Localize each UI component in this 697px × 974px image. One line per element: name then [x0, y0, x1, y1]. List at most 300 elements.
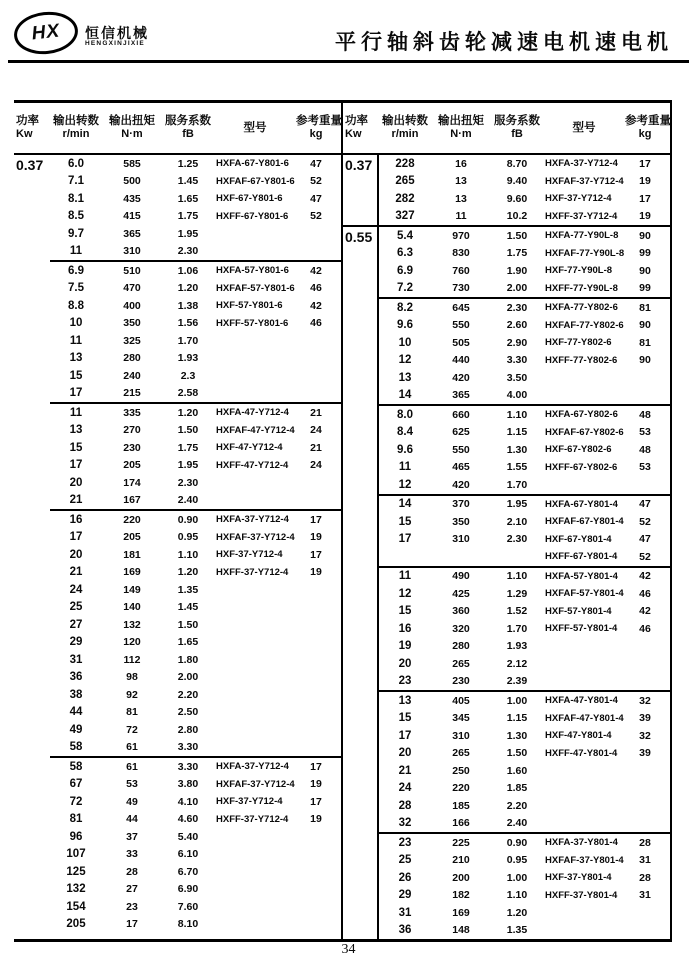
gear-group: [379, 404, 670, 494]
spec-table-left: [14, 103, 343, 942]
factor-cell: 1.50: [177, 618, 199, 631]
speed-cell: 8.0: [397, 408, 413, 421]
table-row: [379, 227, 670, 245]
weight-cell: 32: [639, 694, 651, 707]
torque-cell: 49: [126, 795, 138, 808]
torque-cell: 370: [452, 498, 470, 511]
speed-cell: 9.6: [397, 319, 413, 332]
weight-cell: 21: [310, 406, 322, 419]
speed-cell: 16: [69, 513, 83, 526]
factor-cell: 1.20: [177, 282, 199, 295]
factor-cell: 1.10: [506, 408, 528, 421]
factor-cell: 4.60: [177, 813, 199, 826]
model-cell: HXF-37-Y801-4: [545, 872, 612, 884]
table-row: [50, 758, 341, 776]
speed-cell: 20: [69, 548, 83, 561]
model-cell: HXF-77-Y90L-8: [545, 265, 613, 277]
model-cell: HXFF-77-Y802-6: [545, 354, 618, 366]
weight-cell: 46: [639, 622, 651, 635]
model-cell: HXFF-67-Y801-6: [216, 210, 289, 222]
factor-cell: 3.30: [177, 741, 199, 754]
factor-cell: 4.10: [177, 795, 199, 808]
speed-cell: 29: [398, 889, 412, 902]
torque-cell: 270: [123, 424, 141, 437]
torque-cell: 345: [452, 712, 470, 725]
table-row: [379, 459, 670, 477]
page-number: 34: [341, 942, 356, 957]
table-row: [50, 651, 341, 669]
speed-cell: 15: [398, 515, 412, 528]
factor-cell: 1.60: [506, 764, 528, 777]
factor-cell: 0.95: [506, 854, 528, 867]
torque-cell: 185: [452, 799, 470, 812]
table-row: [50, 898, 341, 916]
torque-header-label: 输出扭矩: [109, 114, 155, 127]
torque-cell: 16: [455, 157, 467, 170]
model-cell: HXF-67-Y802-6: [545, 444, 612, 456]
torque-cell: 13: [455, 175, 467, 188]
speed-cell: 29: [69, 636, 83, 649]
power-header-unit: Kw: [16, 128, 33, 141]
model-cell: HXFA-37-Y712-4: [545, 158, 618, 170]
weight-cell: 81: [639, 336, 651, 349]
table-row: [379, 887, 670, 905]
table-row: [50, 173, 341, 191]
factor-cell: 9.60: [506, 192, 528, 205]
weight-cell: 19: [310, 566, 322, 579]
speed-cell: 7.2: [397, 282, 413, 295]
speed-cell: 32: [398, 817, 412, 830]
table-row: [379, 531, 670, 549]
weight-cell: 48: [639, 443, 651, 456]
factor-cell: 1.65: [177, 192, 199, 205]
torque-cell: 830: [452, 247, 470, 260]
factor-cell: 6.90: [177, 883, 199, 896]
table-row: [379, 155, 670, 173]
speed-cell: 13: [69, 352, 83, 365]
torque-cell: 81: [126, 706, 138, 719]
factor-cell: 2.40: [506, 817, 528, 830]
factor-cell: 1.56: [177, 317, 199, 330]
model-cell: HXFA-37-Y712-4: [216, 761, 289, 773]
torque-cell: 225: [452, 836, 470, 849]
speed-cell: 6.9: [397, 264, 413, 277]
table-row: [379, 387, 670, 405]
speed-cell: 107: [66, 848, 86, 861]
model-header-label: 型号: [572, 121, 596, 134]
torque-cell: 365: [452, 389, 470, 402]
weight-cell: 52: [639, 550, 651, 563]
model-cell: HXFAF-57-Y801-6: [216, 282, 295, 294]
model-header-label: 型号: [243, 121, 267, 134]
speed-cell: 24: [398, 782, 412, 795]
weight-cell: 19: [639, 175, 651, 188]
torque-cell: 169: [452, 906, 470, 919]
speed-cell: 6.3: [397, 247, 413, 260]
model-cell: HXFA-67-Y802-6: [545, 409, 618, 421]
torque-cell: 625: [452, 426, 470, 439]
table-row: [50, 155, 341, 173]
weight-cell: 47: [310, 192, 322, 205]
factor-cell: 1.65: [177, 636, 199, 649]
model-cell: HXFA-37-Y801-4: [545, 837, 618, 849]
factor-cell: 1.93: [177, 352, 199, 365]
power-value: 0.55: [345, 229, 373, 245]
factor-cell: 7.60: [177, 900, 199, 913]
model-cell: HXFF-47-Y801-4: [545, 747, 618, 759]
model-cell: HXFA-67-Y801-6: [216, 158, 289, 170]
model-cell: HXFF-57-Y801-6: [216, 317, 289, 329]
factor-cell: 8.10: [177, 918, 199, 931]
speed-cell: 17: [69, 387, 83, 400]
table-row: [50, 881, 341, 899]
power-section: [14, 155, 341, 933]
header-rule: [8, 60, 689, 63]
ratio-groups: [50, 155, 341, 933]
model-cell: HXF-67-Y801-4: [545, 533, 612, 545]
table-row: [50, 599, 341, 617]
torque-cell: 167: [123, 494, 141, 507]
table-row: [379, 173, 670, 191]
weight-cell: 46: [310, 317, 322, 330]
speed-cell: 24: [69, 583, 83, 596]
torque-cell: 365: [123, 227, 141, 240]
weight-cell: 24: [310, 459, 322, 472]
torque-cell: 200: [452, 871, 470, 884]
speed-cell: 265: [395, 175, 415, 188]
speed-header-unit: r/min: [62, 128, 90, 141]
weight-cell: 17: [310, 513, 322, 526]
speed-cell: 17: [69, 459, 83, 472]
torque-cell: 220: [123, 513, 141, 526]
model-cell: HXFAF-47-Y712-4: [216, 424, 295, 436]
speed-cell: 11: [69, 334, 83, 347]
speed-cell: 205: [66, 918, 86, 931]
factor-cell: 2.20: [177, 688, 199, 701]
weight-cell: 52: [310, 175, 322, 188]
gear-group: [50, 756, 341, 933]
table-row: [379, 638, 670, 656]
table-row: [50, 529, 341, 547]
torque-cell: 550: [452, 443, 470, 456]
table-row: [379, 585, 670, 603]
power-header-label: 功率: [16, 114, 39, 127]
torque-cell: 215: [123, 387, 141, 400]
speed-cell: 25: [69, 601, 83, 614]
torque-cell: 44: [126, 813, 138, 826]
weight-cell: 17: [310, 795, 322, 808]
table-row: [50, 385, 341, 403]
weight-cell: 39: [639, 747, 651, 760]
model-cell: HXFF-47-Y712-4: [216, 459, 289, 471]
brand-logo: [14, 10, 149, 54]
factor-cell: 1.75: [506, 247, 528, 260]
table-row: [379, 852, 670, 870]
torque-cell: 550: [452, 319, 470, 332]
factor-cell: 1.93: [506, 640, 528, 653]
torque-cell: 72: [126, 723, 138, 736]
speed-cell: 12: [398, 478, 412, 491]
torque-cell: 250: [452, 764, 470, 777]
model-cell: HXFA-77-Y90L-8: [545, 230, 619, 242]
torque-cell: 140: [123, 601, 141, 614]
torque-cell: 415: [123, 210, 141, 223]
model-cell: HXFF-37-Y712-4: [545, 210, 618, 222]
factor-cell: 1.45: [177, 175, 199, 188]
torque-cell: 205: [123, 459, 141, 472]
torque-cell: 310: [123, 245, 141, 258]
header-cell-model: [214, 121, 296, 135]
speed-cell: 154: [66, 900, 86, 913]
torque-header-unit: N·m: [121, 128, 143, 141]
torque-cell: 28: [126, 865, 138, 878]
torque-cell: 169: [123, 566, 141, 579]
weight-cell: 90: [639, 319, 651, 332]
torque-cell: 645: [452, 301, 470, 314]
speed-cell: 17: [398, 729, 412, 742]
header-cell-model: [543, 121, 625, 135]
gear-group: [379, 155, 670, 225]
weight-cell: 42: [639, 570, 651, 583]
speed-cell: 8.4: [397, 426, 413, 439]
speed-cell: 36: [398, 924, 412, 937]
model-cell: HXFAF-77-Y90L-8: [545, 247, 625, 259]
weight-header-unit: kg: [638, 128, 652, 141]
speed-cell: 8.2: [397, 301, 413, 314]
factor-cell: 1.50: [506, 747, 528, 760]
table-row: [379, 745, 670, 763]
model-cell: HXF-47-Y801-4: [545, 730, 612, 742]
gear-group: [50, 260, 341, 402]
factor-cell: 1.00: [506, 871, 528, 884]
weight-cell: 21: [310, 441, 322, 454]
table-row: [50, 564, 341, 582]
factor-cell: 1.15: [506, 426, 528, 439]
speed-cell: 15: [398, 712, 412, 725]
weight-cell: 46: [310, 282, 322, 295]
table-row: [50, 846, 341, 864]
weight-cell: 32: [639, 729, 651, 742]
model-cell: HXF-47-Y712-4: [216, 442, 283, 454]
table-row: [50, 457, 341, 475]
table-row: [50, 404, 341, 422]
gear-group: [379, 494, 670, 566]
weight-cell: 46: [639, 587, 651, 600]
weight-cell: 81: [639, 301, 651, 314]
speed-cell: 44: [69, 706, 83, 719]
table-row: [50, 243, 341, 261]
table-row: [379, 424, 670, 442]
speed-cell: 20: [69, 476, 83, 489]
weight-cell: 52: [639, 515, 651, 528]
speed-header-label: 输出转数: [53, 114, 99, 127]
factor-cell: 10.2: [506, 210, 528, 223]
speed-cell: 228: [395, 157, 415, 170]
speed-cell: 20: [398, 657, 412, 670]
model-cell: HXFA-77-Y802-6: [545, 302, 618, 314]
torque-cell: 132: [123, 618, 141, 631]
speed-cell: 7.1: [68, 175, 84, 188]
torque-cell: 500: [123, 175, 141, 188]
speed-cell: 8.8: [68, 299, 84, 312]
weight-cell: 90: [639, 354, 651, 367]
torque-cell: 505: [452, 336, 470, 349]
speed-cell: 9.7: [68, 227, 84, 240]
weight-cell: 47: [639, 498, 651, 511]
speed-cell: 21: [69, 494, 83, 507]
speed-cell: 14: [398, 389, 412, 402]
torque-cell: 120: [123, 636, 141, 649]
page-title: 平行轴斜齿轮减速电机速电机: [335, 31, 673, 54]
factor-cell: 1.20: [506, 906, 528, 919]
table-row: [379, 280, 670, 298]
torque-cell: 470: [123, 282, 141, 295]
table-row: [379, 692, 670, 710]
factor-cell: 4.00: [506, 389, 528, 402]
torque-cell: 970: [452, 229, 470, 242]
speed-cell: 11: [69, 245, 83, 258]
speed-cell: 5.4: [397, 229, 413, 242]
header-cell-weight: [296, 114, 342, 142]
factor-cell: 2.60: [506, 319, 528, 332]
speed-cell: 49: [69, 723, 83, 736]
table-row: [50, 297, 341, 315]
speed-cell: 36: [69, 671, 83, 684]
header-cell-power: [343, 114, 379, 142]
table-row: [379, 620, 670, 638]
weight-cell: 31: [639, 889, 651, 902]
speed-cell: 58: [69, 741, 83, 754]
gear-group: [50, 155, 341, 260]
factor-cell: 1.95: [177, 459, 199, 472]
factor-cell: 3.50: [506, 371, 528, 384]
weight-cell: 90: [639, 229, 651, 242]
weight-cell: 19: [310, 531, 322, 544]
gear-group: [379, 227, 670, 297]
torque-cell: 280: [123, 352, 141, 365]
table-row: [379, 406, 670, 424]
factor-cell: 2.30: [506, 301, 528, 314]
table-row: [379, 655, 670, 673]
spec-table-right: [343, 103, 672, 942]
factor-header-label: 服务系数: [165, 114, 211, 127]
factor-cell: 1.06: [177, 264, 199, 277]
speed-cell: 6.9: [68, 264, 84, 277]
speed-cell: 13: [398, 694, 412, 707]
torque-cell: 230: [452, 675, 470, 688]
speed-cell: 125: [66, 865, 86, 878]
model-cell: HXFA-47-Y712-4: [216, 407, 289, 419]
table-row: [50, 474, 341, 492]
factor-header-unit: fB: [182, 128, 194, 141]
table-row: [379, 548, 670, 566]
torque-cell: 400: [123, 299, 141, 312]
model-cell: HXFAF-47-Y801-4: [545, 712, 624, 724]
model-cell: HXFAF-67-Y801-4: [545, 516, 624, 528]
factor-cell: 2.40: [177, 494, 199, 507]
table-row: [50, 669, 341, 687]
table-row: [379, 762, 670, 780]
factor-cell: 1.95: [177, 227, 199, 240]
model-cell: HXFAF-67-Y801-6: [216, 175, 295, 187]
header-cell-torque: [102, 114, 162, 142]
speed-cell: 132: [66, 883, 86, 896]
table-row: [50, 190, 341, 208]
power-header-unit: Kw: [345, 128, 362, 141]
torque-cell: 405: [452, 694, 470, 707]
factor-cell: 1.15: [506, 712, 528, 725]
table-row: [50, 225, 341, 243]
factor-cell: 2.20: [506, 799, 528, 812]
torque-cell: 112: [123, 653, 141, 666]
header-cell-power: [14, 114, 50, 142]
torque-cell: 760: [452, 264, 470, 277]
torque-cell: 420: [452, 371, 470, 384]
model-cell: HXFA-57-Y801-4: [545, 570, 618, 582]
speed-cell: 17: [398, 533, 412, 546]
factor-cell: 2.10: [506, 515, 528, 528]
model-cell: HXFF-67-Y802-6: [545, 461, 618, 473]
ratio-groups: [377, 227, 670, 939]
table-row: [50, 828, 341, 846]
model-cell: HXFAF-77-Y802-6: [545, 319, 624, 331]
speed-cell: 31: [69, 653, 83, 666]
speed-cell: 10: [69, 317, 83, 330]
torque-cell: 149: [123, 583, 141, 596]
factor-cell: 2.80: [177, 723, 199, 736]
speed-cell: 8.5: [68, 210, 84, 223]
weight-cell: 39: [639, 712, 651, 725]
speed-cell: 96: [69, 830, 83, 843]
weight-cell: 28: [639, 836, 651, 849]
factor-cell: 2.30: [177, 476, 199, 489]
torque-cell: 182: [452, 889, 470, 902]
torque-cell: 335: [123, 406, 141, 419]
table-row: [379, 673, 670, 691]
table-row: [379, 317, 670, 335]
weight-cell: 48: [639, 408, 651, 421]
model-cell: HXF-37-Y712-4: [216, 796, 283, 808]
speed-cell: 58: [69, 760, 83, 773]
speed-cell: 19: [398, 640, 412, 653]
speed-cell: 31: [398, 906, 412, 919]
torque-cell: 240: [123, 369, 141, 382]
factor-cell: 0.90: [506, 836, 528, 849]
spec-tables: [14, 100, 672, 942]
speed-cell: 16: [398, 622, 412, 635]
speed-cell: 23: [398, 836, 412, 849]
table-row: [50, 350, 341, 368]
weight-cell: 53: [639, 461, 651, 474]
table-row: [50, 280, 341, 298]
model-cell: HXFF-37-Y712-4: [216, 566, 289, 578]
factor-cell: 2.00: [506, 282, 528, 295]
table-row: [50, 811, 341, 829]
weight-cell: 19: [310, 778, 322, 791]
factor-cell: 6.10: [177, 848, 199, 861]
torque-cell: 61: [126, 760, 138, 773]
table-row: [379, 262, 670, 280]
speed-cell: 11: [398, 461, 412, 474]
table-row: [379, 245, 670, 263]
factor-cell: 2.00: [177, 671, 199, 684]
table-row: [379, 834, 670, 852]
model-cell: HXFA-67-Y801-4: [545, 498, 618, 510]
header-cell-speed: [379, 114, 431, 142]
table-row: [379, 208, 670, 226]
torque-cell: 660: [452, 408, 470, 421]
speed-cell: 20: [398, 747, 412, 760]
